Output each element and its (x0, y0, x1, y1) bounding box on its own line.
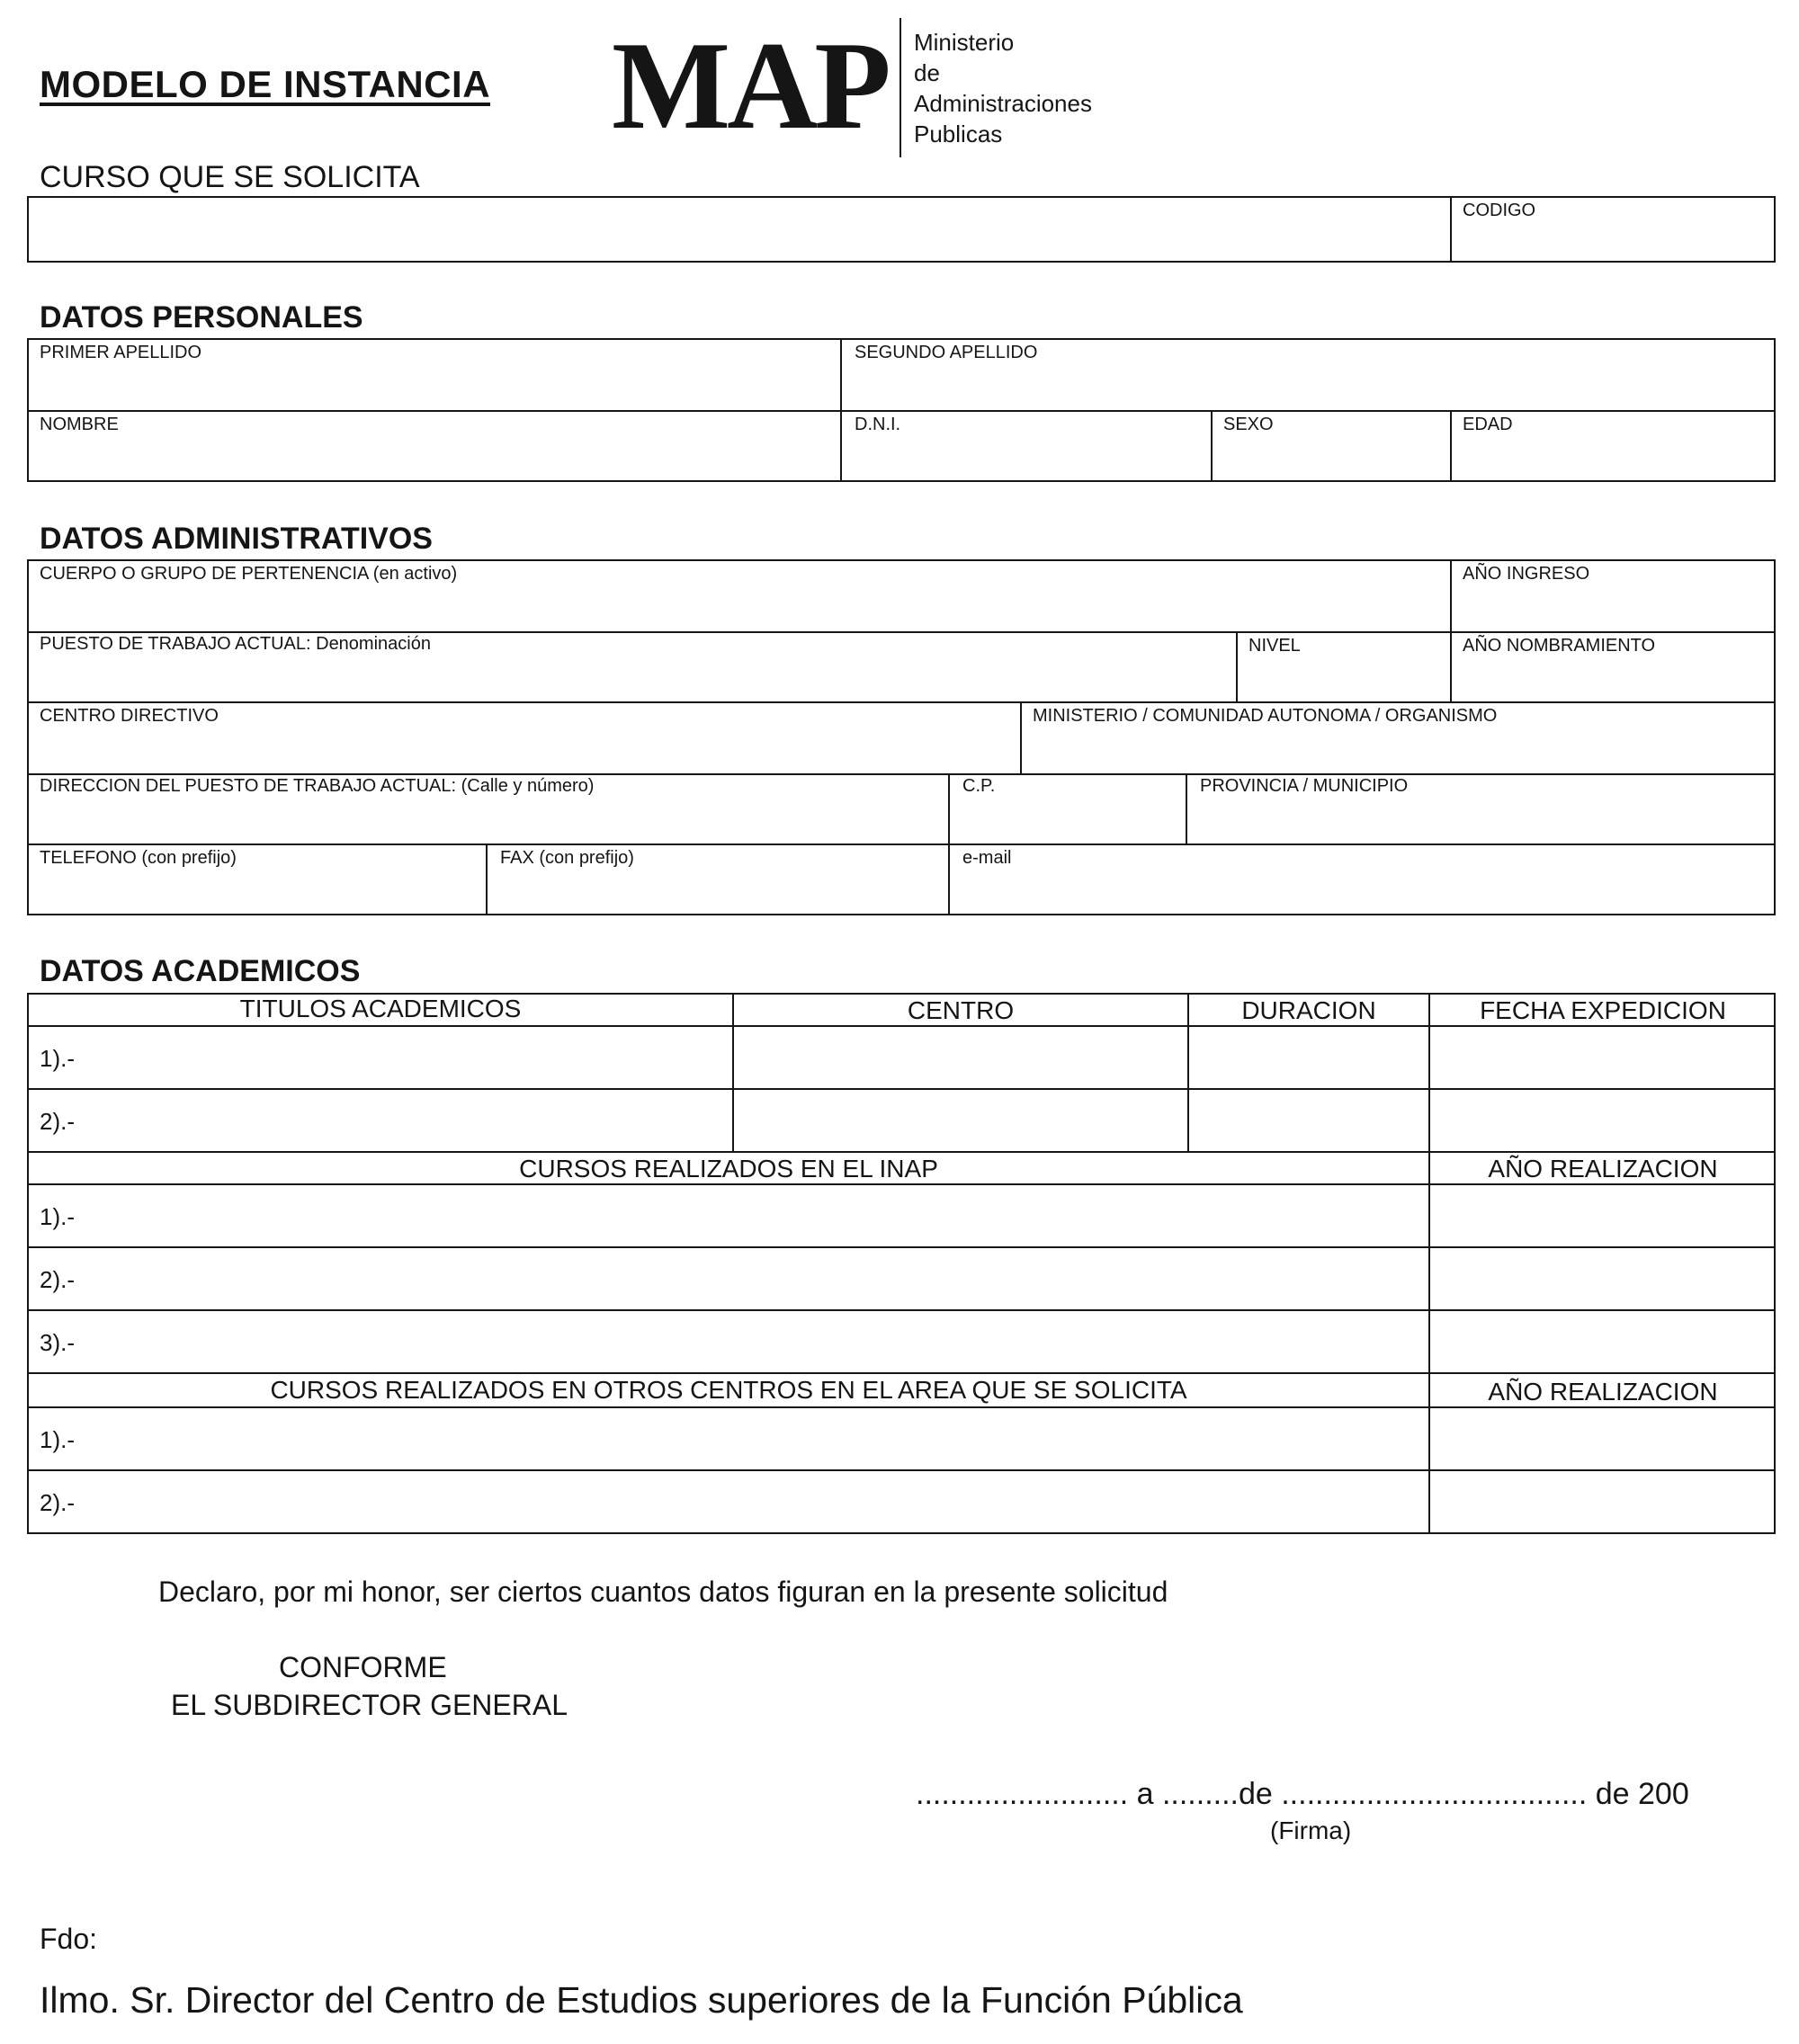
map-logo: MAP (612, 16, 888, 156)
telefono-label: TELEFONO (con prefijo) (40, 848, 237, 868)
row-number: 1).- (40, 1203, 75, 1230)
document-title: MODELO DE INSTANCIA (40, 63, 491, 105)
otros-year-field[interactable] (1430, 1471, 1774, 1532)
nivel-label: NIVEL (1249, 636, 1301, 656)
segundo-apellido-label: SEGUNDO APELLIDO (855, 343, 1038, 362)
ministerio-label: MINISTERIO / COMUNIDAD AUTONOMA / ORGANISMO (1033, 706, 1498, 726)
centro-field[interactable] (734, 1090, 1187, 1151)
firma-label: (Firma) (1270, 1816, 1352, 1844)
logo-caption-line: Publicas (914, 120, 1003, 147)
logo-caption (914, 27, 1092, 149)
centro-field[interactable] (734, 1027, 1187, 1088)
nombre-field[interactable] (29, 412, 838, 480)
logo-caption-line: Administraciones (914, 90, 1092, 117)
course-name-field[interactable] (29, 198, 1448, 261)
ano-ingreso-label: AÑO INGRESO (1463, 564, 1590, 584)
duracion-header: DURACION (1241, 996, 1376, 1024)
academic-heading: DATOS ACADEMICOS (40, 954, 361, 988)
row-number: 2).- (40, 1489, 75, 1516)
titulos-header: TITULOS ACADEMICOS (239, 995, 522, 1022)
otros-course-field[interactable] (29, 1408, 1428, 1469)
direccion-label: DIRECCION DEL PUESTO DE TRABAJO ACTUAL: (Calle y número) (40, 776, 595, 796)
otros-year-header: AÑO REALIZACION (1488, 1378, 1718, 1406)
conforme-text: CONFORME (279, 1651, 447, 1683)
email-field[interactable] (950, 845, 1774, 914)
administrative-heading: DATOS ADMINISTRATIVOS (40, 522, 433, 556)
subdirector-text: EL SUBDIRECTOR GENERAL (171, 1689, 568, 1721)
fecha-field[interactable] (1430, 1027, 1774, 1088)
divider (27, 1151, 1776, 1153)
inap-year-field[interactable] (1430, 1248, 1774, 1309)
sexo-label: SEXO (1223, 415, 1274, 434)
divider (27, 1372, 1776, 1374)
logo-divider (900, 18, 901, 157)
email-label: e-mail (962, 848, 1012, 868)
inap-course-field[interactable] (29, 1311, 1428, 1372)
logo-caption-line: Ministerio (914, 29, 1015, 56)
inap-year-field[interactable] (1430, 1311, 1774, 1372)
duracion-field[interactable] (1189, 1027, 1428, 1088)
fecha-header: FECHA EXPEDICION (1480, 996, 1726, 1024)
row-number: 2).- (40, 1108, 75, 1135)
fecha-field[interactable] (1430, 1090, 1774, 1151)
inap-course-field[interactable] (29, 1248, 1428, 1309)
code-label: CODIGO (1463, 201, 1536, 220)
dni-label: D.N.I. (855, 415, 901, 434)
otros-year-field[interactable] (1430, 1408, 1774, 1469)
inap-course-field[interactable] (29, 1185, 1428, 1246)
row-number: 1).- (40, 1045, 75, 1072)
otros-header: CURSOS REALIZADOS EN OTROS CENTROS EN EL AREA QUE SE SOLICITA (270, 1376, 1187, 1404)
titulo-field[interactable] (29, 1090, 732, 1151)
fdo-label: Fdo: (40, 1923, 98, 1955)
cp-label: C.P. (962, 776, 996, 796)
centro-header: CENTRO (907, 996, 1015, 1024)
inap-header: CURSOS REALIZADOS EN EL INAP (519, 1155, 938, 1183)
titulo-field[interactable] (29, 1027, 732, 1088)
logo-caption-line: de (914, 59, 940, 86)
provincia-label: PROVINCIA / MUNICIPIO (1200, 776, 1409, 796)
inap-year-header: AÑO REALIZACION (1488, 1155, 1718, 1183)
primer-apellido-label: PRIMER APELLIDO (40, 343, 202, 362)
edad-label: EDAD (1463, 415, 1513, 434)
row-number: 1).- (40, 1426, 75, 1453)
otros-course-field[interactable] (29, 1471, 1428, 1532)
nombre-label: NOMBRE (40, 415, 119, 434)
personal-heading: DATOS PERSONALES (40, 300, 363, 335)
row-number: 2).- (40, 1266, 75, 1293)
addressee-text: Ilmo. Sr. Director del Centro de Estudios superiores de la Función Pública (40, 1979, 1243, 2021)
inap-year-field[interactable] (1430, 1185, 1774, 1246)
puesto-label: PUESTO DE TRABAJO ACTUAL: Denominación (40, 634, 431, 654)
course-heading: CURSO QUE SE SOLICITA (40, 160, 420, 194)
cuerpo-label: CUERPO O GRUPO DE PERTENENCIA (en activo) (40, 564, 458, 584)
fax-label: FAX (con prefijo) (500, 848, 634, 868)
ano-nombramiento-label: AÑO NOMBRAMIENTO (1463, 636, 1656, 656)
declaration-text: Declaro, por mi honor, ser ciertos cuantos datos figuran en la presente solicitud (158, 1575, 1168, 1608)
date-line[interactable]: ......................... a .........de .................................... de 200 (916, 1777, 1689, 1811)
row-number: 3).- (40, 1329, 75, 1356)
centro-directivo-label: CENTRO DIRECTIVO (40, 706, 219, 726)
duracion-field[interactable] (1189, 1090, 1428, 1151)
